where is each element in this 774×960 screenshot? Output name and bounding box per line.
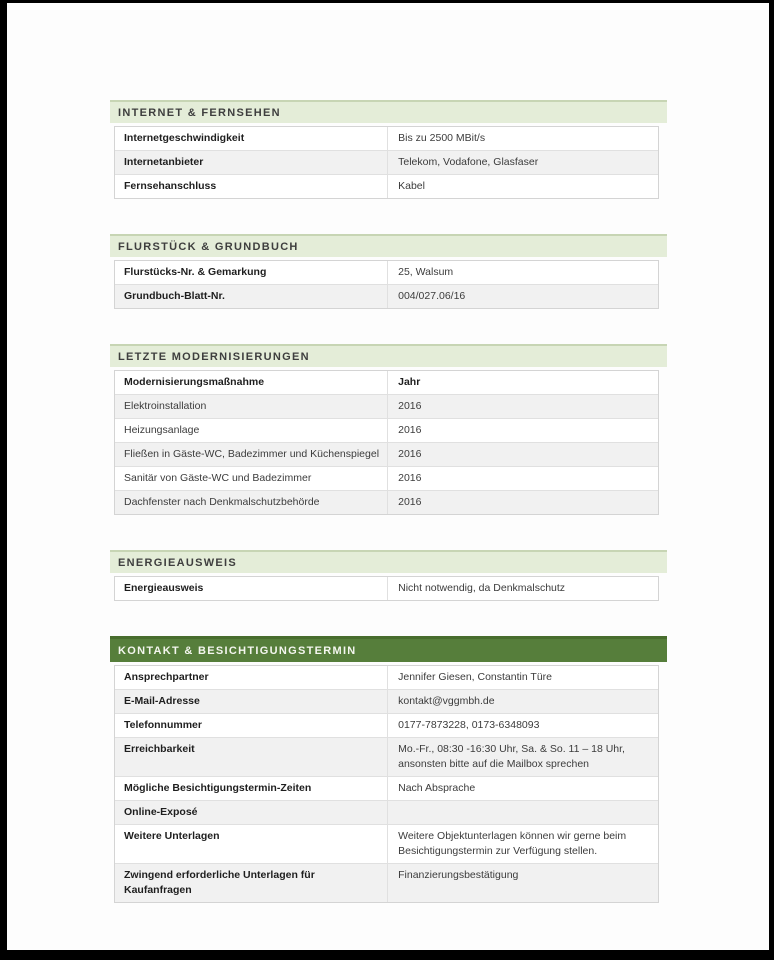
table-row <box>115 285 658 308</box>
table-row <box>115 467 658 491</box>
row-label: Flurstücks-Nr. & Gemarkung <box>115 261 388 284</box>
row-label: Online-Exposé <box>115 801 388 824</box>
info-table <box>114 370 659 515</box>
section-kontakt-besichtigungstermin <box>110 636 667 903</box>
table-row <box>115 151 658 175</box>
column-header: Modernisierungsmaßnahme <box>115 371 388 394</box>
row-value: Nach Absprache <box>398 782 476 794</box>
document-content <box>110 100 667 903</box>
row-value: 2016 <box>398 400 422 412</box>
row-label: Elektroinstallation <box>115 395 388 418</box>
section-title: FLURSTÜCK & GRUNDBUCH <box>118 240 299 253</box>
row-label: Dachfenster nach Denkmalschutzbehörde <box>115 491 388 514</box>
table-row <box>115 825 658 864</box>
row-label: Internetgeschwindigkeit <box>115 127 388 150</box>
section-title: INTERNET & FERNSEHEN <box>118 106 281 119</box>
table-row <box>115 690 658 714</box>
table-column-header-row <box>115 371 658 395</box>
row-label: Grundbuch-Blatt-Nr. <box>115 285 388 308</box>
section-letzte-modernisierungen <box>110 344 667 515</box>
section-title: LETZTE MODERNISIERUNGEN <box>118 350 310 363</box>
row-label: Weitere Unterlagen <box>115 825 388 863</box>
section-title: KONTAKT & BESICHTIGUNGSTERMIN <box>118 644 357 657</box>
row-label: Heizungsanlage <box>115 419 388 442</box>
table-row <box>115 864 658 902</box>
row-value <box>388 801 658 824</box>
table-row <box>115 175 658 198</box>
row-label: Erreichbarkeit <box>115 738 388 776</box>
section-energieausweis <box>110 550 667 601</box>
table-row <box>115 777 658 801</box>
row-label: Mögliche Besichtigungstermin-Zeiten <box>115 777 388 800</box>
row-label: Ansprechpartner <box>115 666 388 689</box>
row-label: E-Mail-Adresse <box>115 690 388 713</box>
section-flurstueck-grundbuch <box>110 234 667 309</box>
document-page <box>7 3 769 950</box>
section-header <box>110 550 667 573</box>
row-value: Kabel <box>398 180 425 192</box>
row-value: Jennifer Giesen, Constantin Türe <box>398 671 553 683</box>
info-table <box>114 576 659 601</box>
section-header <box>110 344 667 367</box>
info-table <box>114 665 659 903</box>
row-label: Fließen in Gäste-WC, Badezimmer und Küchenspiegel <box>115 443 388 466</box>
column-header: Jahr <box>398 376 421 388</box>
section-internet-fernsehen <box>110 100 667 199</box>
row-label: Fernsehanschluss <box>115 175 388 198</box>
row-label: Telefonnummer <box>115 714 388 737</box>
row-label: Sanitär von Gäste-WC und Badezimmer <box>115 467 388 490</box>
row-value: Nicht notwendig, da Denkmalschutz <box>398 582 566 594</box>
row-value: 0177-7873228, 0173-6348093 <box>398 719 540 731</box>
row-label: Energieausweis <box>115 577 388 600</box>
info-table <box>114 260 659 309</box>
section-header <box>110 100 667 123</box>
table-row <box>115 801 658 825</box>
row-value: 2016 <box>398 472 422 484</box>
table-row <box>115 395 658 419</box>
section-header <box>110 234 667 257</box>
row-value: 25, Walsum <box>398 266 454 278</box>
table-row <box>115 443 658 467</box>
section-header <box>110 636 667 662</box>
row-value: kontakt@vggmbh.de <box>398 695 495 707</box>
table-row <box>115 738 658 777</box>
row-label: Internetanbieter <box>115 151 388 174</box>
row-value: 2016 <box>398 424 422 436</box>
info-table <box>114 126 659 199</box>
table-row <box>115 419 658 443</box>
row-value: 2016 <box>398 496 422 508</box>
table-row <box>115 577 658 600</box>
row-value: Bis zu 2500 MBit/s <box>398 132 486 144</box>
table-row <box>115 261 658 285</box>
row-value: Finanzierungsbestätigung <box>398 869 519 881</box>
table-row <box>115 491 658 514</box>
row-value: Mo.-Fr., 08:30 -16:30 Uhr, Sa. & So. 11 – 18 Uhr, ansonsten bitte auf die Mailbox sprechen <box>398 743 625 770</box>
row-value: 004/027.06/16 <box>398 290 466 302</box>
row-label: Zwingend erforderliche Unterlagen für Kaufanfragen <box>115 864 388 902</box>
table-row <box>115 666 658 690</box>
row-value: Weitere Objektunterlagen können wir gerne beim Besichtigungstermin zur Verfügung stellen. <box>398 830 627 857</box>
row-value: 2016 <box>398 448 422 460</box>
section-title: ENERGIEAUSWEIS <box>118 556 238 569</box>
table-row <box>115 127 658 151</box>
table-row <box>115 714 658 738</box>
row-value: Telekom, Vodafone, Glasfaser <box>398 156 539 168</box>
